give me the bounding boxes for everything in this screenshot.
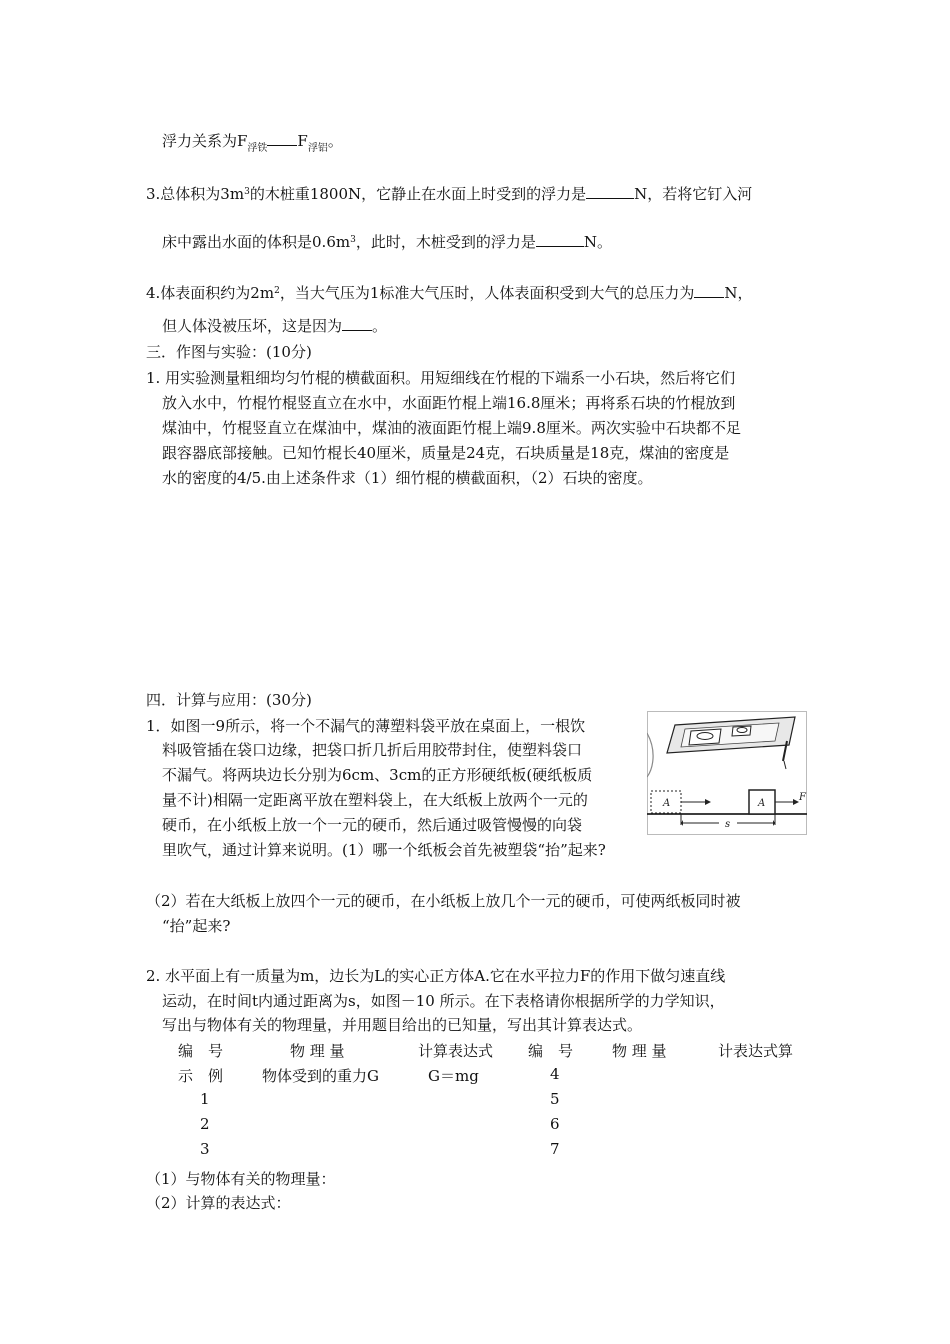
q2-answer-blank[interactable] — [267, 131, 297, 146]
q2-text-a: 浮力关系为F — [162, 132, 248, 150]
figure-drawing — [647, 711, 807, 835]
figure-block-label-start: A — [663, 798, 671, 809]
figure-distance-label: s — [725, 819, 731, 830]
q4-sup: 2 — [274, 286, 280, 296]
table-cell: G＝mg — [428, 1067, 479, 1085]
section3-line-0: 1. 用实验测量粗细均匀竹棍的横截面积。用短细线在竹棍的下端系一小石块，然后将它们 — [146, 369, 736, 387]
table-row — [178, 1090, 818, 1115]
s4q1-line-0: 1．如图一9所示，将一个不漏气的薄塑料袋平放在桌面上，一根饮 — [146, 717, 586, 735]
table-row — [178, 1115, 818, 1140]
table-header-cell: 计表达式算 — [718, 1042, 794, 1060]
table-header-cell: 物 理 量 — [612, 1042, 667, 1060]
table-header-cell: 编 号 — [528, 1042, 574, 1060]
s4q1-line-4: 硬币，在小纸板上放一个一元的硬币，然后通过吸管慢慢的向袋 — [162, 816, 583, 834]
q2-sub-al: 浮铝 — [307, 143, 328, 154]
q3-line1 — [146, 184, 752, 207]
q3-text-d: 床中露出水面的体积是0.6m — [162, 233, 351, 251]
q3-blank-2[interactable] — [536, 232, 584, 247]
section3-line-4: 水的密度的4/5.由上述条件求（1）细竹棍的横截面积，（2）石块的密度。 — [162, 469, 653, 487]
figure-force-label: F — [799, 792, 806, 803]
table-cell: 4 — [550, 1065, 560, 1083]
q3-text-f: N。 — [583, 233, 612, 251]
table-row — [178, 1065, 818, 1090]
answer-line-2: （2）计算的表达式： — [146, 1194, 291, 1212]
q4-blank-2[interactable] — [342, 316, 372, 331]
q2-tail-line — [162, 131, 343, 154]
table-header-cell: 计算表达式 — [418, 1042, 494, 1060]
q2-sub-iron: 浮铁 — [247, 143, 268, 154]
s4q1-part2-line-1: “抬”起来? — [162, 917, 231, 935]
table-cell: 5 — [550, 1090, 560, 1108]
q4-text-e: 。 — [372, 317, 388, 335]
q4-line2 — [162, 316, 387, 336]
q3-text-c: N，若将它钉入河 — [634, 185, 753, 203]
table-cell: 物体受到的重力G — [262, 1067, 379, 1085]
s4q2-line-2: 写出与物体有关的物理量，并用题目给出的已知量，写出其计算表达式。 — [162, 1016, 643, 1034]
s4q2-line-1: 运动，在时间t内通过距离为s，如图－10 所示。在下表格请你根据所学的力学知识， — [162, 992, 725, 1010]
figure-9-10 — [647, 711, 807, 835]
q3-line2 — [162, 232, 612, 255]
s4q1-part2-line-0: （2）若在大纸板上放四个一元的硬币，在小纸板上放几个一元的硬币，可使两纸板同时被 — [146, 892, 741, 910]
s4q1-line-1: 料吸管插在袋口边缘，把袋口折几折后用胶带封住，使塑料袋口 — [162, 741, 583, 759]
table-header-row — [178, 1040, 818, 1065]
s4q1-line-2: 不漏气。将两块边长分别为6cm、3cm的正方形硬纸板(硬纸板质 — [162, 766, 593, 784]
s4q2-line-0: 2. 水平面上有一质量为m，边长为L的实心正方体A.它在水平拉力F的作用下做匀速直线 — [146, 967, 726, 985]
section3-line-3: 跟容器底部接触。已知竹棍长40厘米，质量是24克，石块质量是18克，煤油的密度是 — [162, 444, 730, 462]
physics-table — [178, 1040, 818, 1165]
figure-block-label: A — [758, 798, 766, 809]
answer-line-1: （1）与物体有关的物理量： — [146, 1170, 336, 1188]
section3-line-1: 放入水中，竹棍竹棍竖直立在水中，水面距竹棍上端16.8厘米；再将系石块的竹棍放到 — [162, 394, 736, 412]
table-cell: 3 — [200, 1140, 210, 1158]
table-cell: 6 — [550, 1115, 560, 1133]
q4-text-c: N， — [724, 284, 753, 302]
q3-sup: 3 — [244, 187, 250, 197]
table-header-cell: 物 理 量 — [290, 1042, 345, 1060]
q4-text-b: ，当大气压为1标准大气压时，人体表面积受到大气的总压力为 — [279, 284, 695, 302]
q4-text-a: 4.体表面积约为2m — [146, 284, 275, 302]
q3-text-b: 的木桩重1800N，它静止在水面上时受到的浮力是 — [249, 185, 587, 203]
table-header-cell: 编 号 — [178, 1042, 224, 1060]
q3-sup-2: 3 — [350, 235, 356, 245]
q3-text-a: 3.总体积为3m — [146, 185, 245, 203]
q4-text-d: 但人体没被压坏，这是因为 — [162, 317, 343, 335]
q4-blank-1[interactable] — [694, 283, 724, 298]
section3-heading: 三．作图与实验：(10分) — [146, 343, 312, 361]
q3-blank-1[interactable] — [586, 184, 634, 199]
q4-line1 — [146, 283, 753, 306]
section4-heading: 四．计算与应用：(30分) — [146, 691, 312, 709]
q2-text-f: F — [297, 132, 308, 150]
q2-text-end: 。 — [327, 132, 343, 150]
table-cell: 2 — [200, 1115, 210, 1133]
s4q1-line-5: 里吹气，通过计算来说明。(1）哪一个纸板会首先被塑袋“抬”起来? — [162, 841, 606, 859]
q3-text-e: ，此时，木桩受到的浮力是 — [355, 233, 536, 251]
table-row — [178, 1140, 818, 1165]
table-cell: 示 例 — [178, 1067, 224, 1085]
section3-line-2: 煤油中，竹棍竖直立在煤油中，煤油的液面距竹棍上端9.8厘米。两次实验中石块都不足 — [162, 419, 741, 437]
s4q1-line-3: 量不计)相隔一定距离平放在塑料袋上，在大纸板上放两个一元的 — [162, 791, 588, 809]
table-cell: 7 — [550, 1140, 560, 1158]
table-cell: 1 — [200, 1090, 210, 1108]
